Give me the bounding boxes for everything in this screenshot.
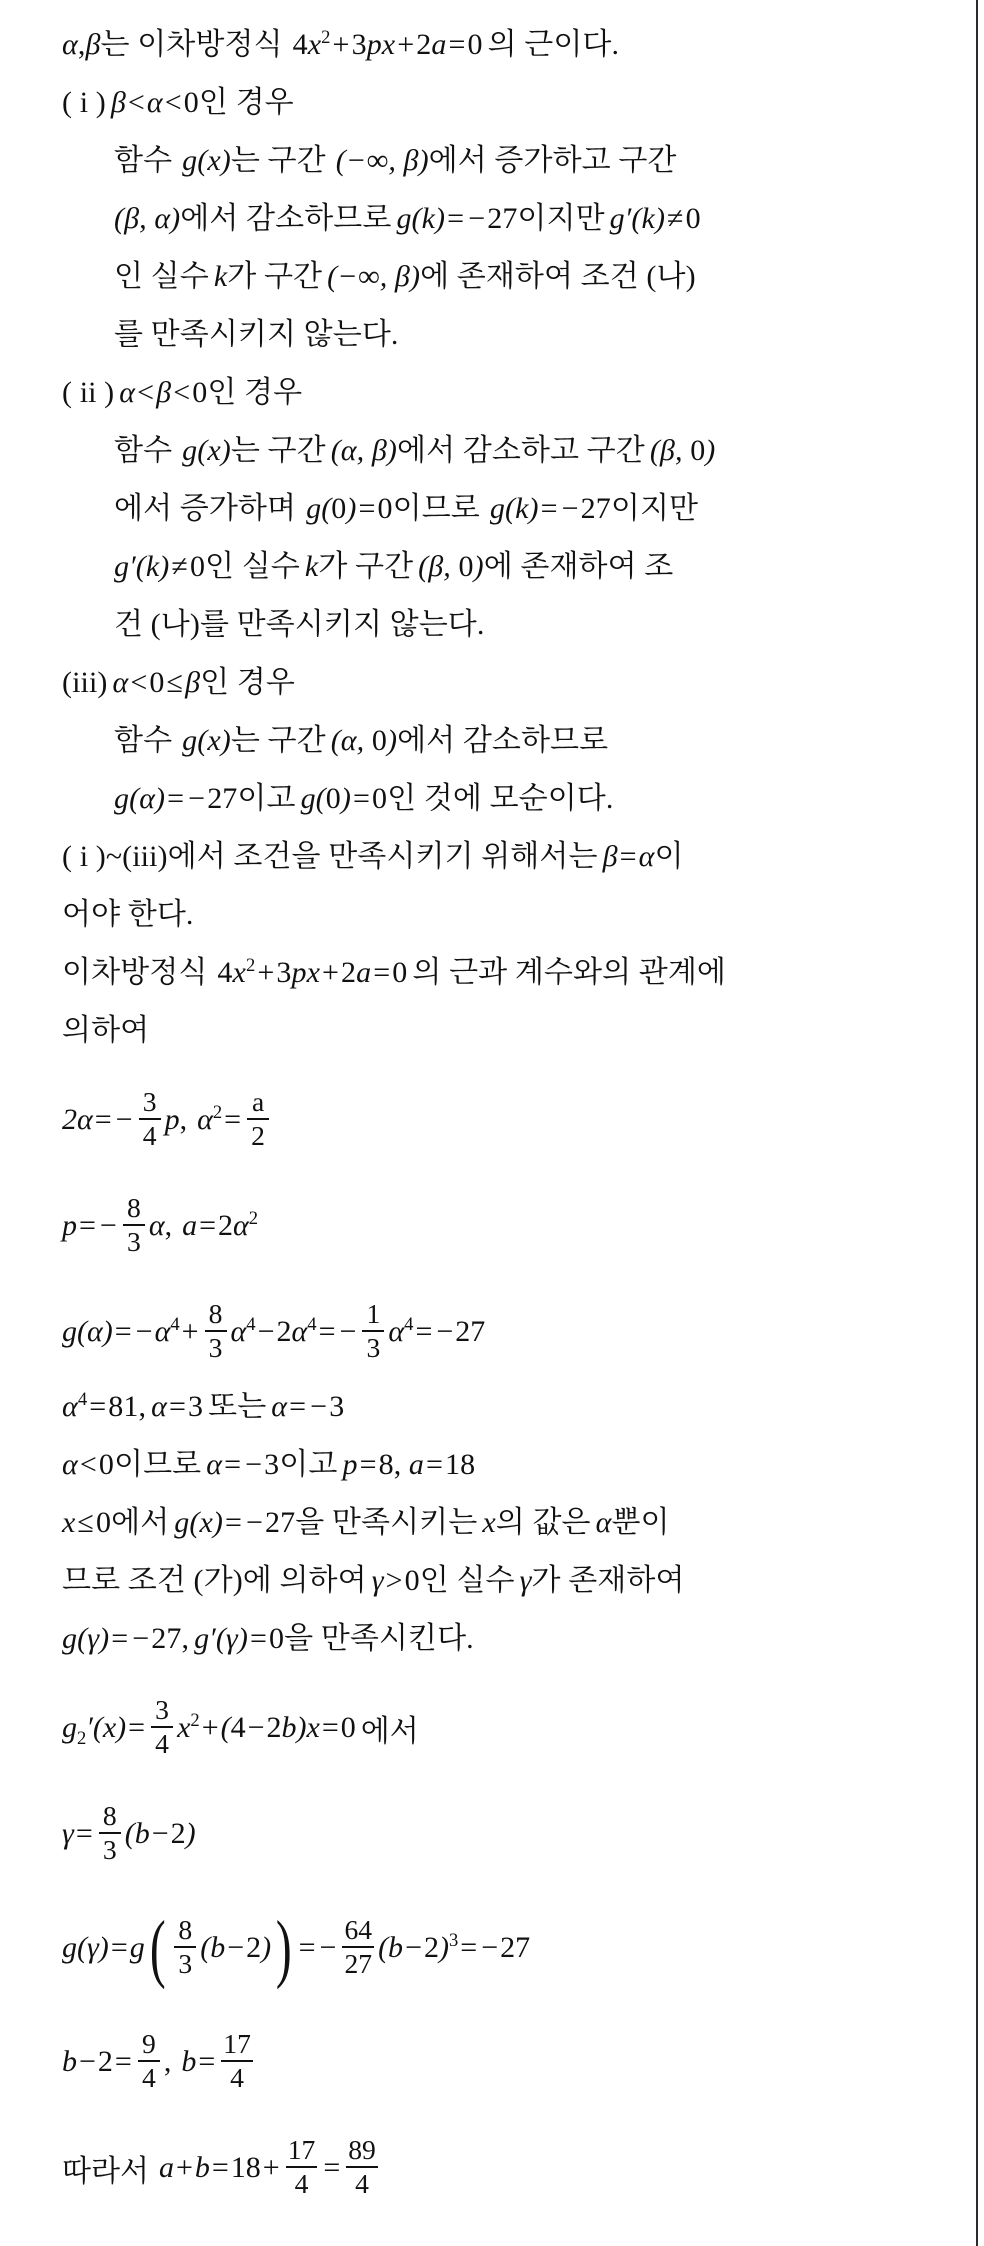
eq7-p5: 가 존재하여 <box>531 1564 685 1597</box>
eq11-fraction-64-27 <box>342 1915 374 1979</box>
case-iii-b2d: 인 것에 모순이다. <box>387 782 614 815</box>
eq10-eq: = <box>75 1817 93 1850</box>
eq13-frac2-numerator: 89 <box>348 2133 376 2165</box>
eq6-p2: 에서 <box>111 1506 170 1539</box>
case-ii-header <box>62 378 956 418</box>
conclusion-line-2 <box>62 900 956 940</box>
equation-6 <box>62 1508 956 1548</box>
eq3-frac2-denominator: 3 <box>366 1331 381 1363</box>
case-ii-b3d: 가 구간 <box>318 550 414 583</box>
eq1-lhs: 2α <box>62 1103 93 1136</box>
eq2-lhs2: a <box>182 1209 198 1242</box>
eq11-lhs: g(γ) <box>62 1931 109 1964</box>
eq10-lhs: γ <box>62 1817 74 1850</box>
eq9-eq2: = <box>321 1711 339 1744</box>
conclusion-c3c: 의 근과 계수와의 관계에 <box>412 956 726 989</box>
eq1-lhs2: $\alpha^2$ <box>197 1102 223 1136</box>
case-i-interval-2: (β, α) <box>114 202 181 235</box>
case-iii-condition: α<0≤β <box>112 666 201 699</box>
case-i-interval-3: (−∞, β) <box>327 260 421 293</box>
case-ii-b1a: 함수 <box>114 434 173 467</box>
case-ii-g0: g(0)=0 <box>306 492 393 525</box>
eq12-eq: = <box>114 2045 132 2078</box>
eq11-inner-frac-denominator: 3 <box>178 1947 193 1979</box>
eq12-frac-denominator: 4 <box>141 2061 156 2093</box>
eq2-lhs: p <box>62 1209 77 1242</box>
equation-13-final <box>62 2122 956 2214</box>
case-iii-b1c: 는 구간 <box>230 724 326 757</box>
eq5-alpha-lt-0: α<0 <box>62 1448 114 1481</box>
eq1-frac-denominator: 4 <box>142 1119 157 1151</box>
equation-5 <box>62 1450 956 1490</box>
eq9-plus: + <box>201 1711 219 1744</box>
intro-comma: , <box>77 28 86 61</box>
eq6-var-x: x <box>482 1506 496 1539</box>
case-ii-interval-2: (β, 0) <box>649 434 716 467</box>
case-i-body-line-2 <box>62 204 956 244</box>
eq12-eq2: = <box>198 2045 216 2078</box>
eq3-minus2: − <box>339 1315 357 1348</box>
case-ii-interval-1: (α, β) <box>330 434 397 467</box>
eq6-p4: 을 만족시키는 <box>295 1506 478 1539</box>
eq7-gamma-gt-0: γ>0 <box>371 1564 420 1597</box>
case-ii-suffix: 인 경우 <box>207 376 303 409</box>
eq13-frac-denominator: 4 <box>294 2167 309 2199</box>
eq8-g-gamma: g(γ)= −27, <box>62 1622 190 1655</box>
eq12-frac2-denominator: 4 <box>230 2061 244 2093</box>
equation-9 <box>62 1682 956 1774</box>
equation-2 <box>62 1180 956 1272</box>
case-i-interval-1: (−∞, β) <box>335 144 429 177</box>
eq3-term-2: $\alpha^4$ <box>230 1314 256 1348</box>
case-iii-interval-1: (α, 0) <box>330 724 398 757</box>
case-ii-b1c: 는 구간 <box>230 434 326 467</box>
case-i-b2b: 에서 감소하므로 <box>180 202 392 235</box>
eq12-fraction-9-4 <box>138 2029 160 2093</box>
eq1-fraction-3-4 <box>139 1087 161 1151</box>
eq5-p4: 이고 <box>279 1448 338 1481</box>
eq13-eq: = <box>211 2151 229 2184</box>
equation-11 <box>62 1894 956 2002</box>
eq1-eq: = <box>94 1103 112 1136</box>
eq9-lhs: $g_2'(x)$ <box>62 1711 127 1749</box>
case-i-b1a: 함수 <box>114 144 173 177</box>
eq11-frac2-numerator: 64 <box>344 1913 373 1945</box>
big-right-paren: ) <box>275 1904 292 1990</box>
eq4-alpha-3: α=3 <box>151 1390 204 1423</box>
eq12-lhs2: b <box>181 2045 197 2078</box>
case-iii-b1a: 함수 <box>114 724 173 757</box>
eq5-p2: 이므로 <box>114 1448 202 1481</box>
case-i-b1c: 는 구간 <box>230 144 326 177</box>
conclusion-c3a: 이차방정식 <box>62 956 208 989</box>
eq7-gamma: γ <box>519 1564 532 1597</box>
case-ii-b2e: 이지만 <box>610 492 699 525</box>
case-iii-b2b: 이고 <box>237 782 296 815</box>
case-i-b3c: 가 구간 <box>227 260 323 293</box>
eq9-term-1: $x^2$ <box>177 1710 200 1744</box>
case-iii-b1e: 에서 감소하므로 <box>397 724 609 757</box>
case-iii-gx: g(x) <box>182 724 231 757</box>
eq4-alpha4: $\alpha^4=81$ <box>62 1389 139 1423</box>
eq6-alpha: α <box>595 1506 612 1539</box>
case-ii-b3f: 에 존재하여 조 <box>483 550 674 583</box>
eq10-fraction-8-3 <box>99 1801 121 1865</box>
case-i-b2d: 이지만 <box>517 202 605 235</box>
eq3-term-1: $-\alpha^4$ <box>135 1314 180 1348</box>
eq9-term-2: (4−2b)x <box>220 1711 320 1744</box>
case-ii-gprime-k: g′(k)≠0 <box>114 550 206 583</box>
eq1-frac2-denominator: 2 <box>251 1119 265 1151</box>
eq11-minus: − <box>319 1931 337 1964</box>
case-iii-label: (iii) <box>62 666 108 699</box>
eq1-comma: , <box>179 1103 188 1136</box>
equation-4: $\alpha^4=81$ , α=3 또는 α= −3 <box>62 1389 345 1423</box>
eq13-lhs: a+b <box>158 2151 210 2184</box>
equation-7 <box>62 1566 956 1606</box>
equation-10 <box>62 1788 956 1880</box>
eq2-eq2: = <box>199 1209 217 1242</box>
eq2-frac-numerator: 8 <box>126 1191 141 1223</box>
eq3-lhs: g(α) <box>62 1315 113 1348</box>
eq8-p3: 을 만족시킨다. <box>284 1622 474 1655</box>
equation-1 <box>62 1074 956 1166</box>
eq12-frac-numerator: 9 <box>141 2027 156 2059</box>
eq11-rhs: −27 <box>481 1931 531 1964</box>
eq9-rhs: 0 <box>340 1711 356 1744</box>
eq8-gprime-gamma: g′(γ)=0 <box>194 1622 285 1655</box>
equation-3 <box>62 1286 956 1378</box>
eq11-inner-frac-numerator: 8 <box>178 1913 193 1945</box>
eq13-frac2-denominator: 4 <box>355 2167 369 2199</box>
eq3-term-4: $\alpha^4$ <box>388 1314 414 1348</box>
symbol-alpha: α <box>62 28 78 61</box>
case-ii-gx: g(x) <box>182 434 231 467</box>
conclusion-c1a: ( i )~(iii)에서 조건을 만족시키기 위해서는 <box>62 840 598 873</box>
eq6-p6: 의 값은 <box>495 1506 591 1539</box>
eq3-eq: = <box>114 1315 132 1348</box>
conclusion-line-1 <box>62 842 956 882</box>
eq7-p3: 인 실수 <box>419 1564 515 1597</box>
eq1-eq2: = <box>224 1103 242 1136</box>
eq3-eq2: = <box>318 1315 336 1348</box>
eq2-frac-denominator: 3 <box>126 1225 141 1257</box>
case-ii-body-line-3 <box>62 552 956 592</box>
eq3-frac2-numerator: 1 <box>366 1297 381 1329</box>
eq12-frac2-numerator: 17 <box>223 2027 251 2059</box>
case-ii-interval-3: (β, 0) <box>418 550 484 583</box>
eq11-big-paren-group <box>145 1904 297 1990</box>
conclusion-line-4 <box>62 1016 956 1056</box>
eq3-plus: + <box>181 1315 199 1348</box>
eq1-fraction-a-2 <box>247 1087 269 1151</box>
eq1-frac2-numerator: a <box>251 1085 265 1117</box>
case-ii-b2c: 이므로 <box>392 492 480 525</box>
eq9-tail: 에서 <box>360 1715 419 1748</box>
eq6-x-le-0: x≤0 <box>62 1506 112 1539</box>
case-i-body-line-3 <box>62 262 956 302</box>
case-iii-body-line-2 <box>62 784 956 824</box>
eq3-eq3: = <box>415 1315 433 1348</box>
intro-text-a: 는 이차방정식 <box>100 28 283 61</box>
eq11-eq: = <box>110 1931 128 1964</box>
case-iii-g-alpha: g(α)= −27 <box>114 782 238 815</box>
case-iii-header <box>62 668 956 708</box>
eq11-term-1: $(b-2)^3$ <box>378 1930 459 1964</box>
eq2-var-alpha: α <box>148 1209 165 1242</box>
eq3-fraction-1-3 <box>362 1299 384 1363</box>
eq3-frac-denominator: 3 <box>208 1331 223 1363</box>
eq11-frac2-denominator: 27 <box>344 1947 373 1979</box>
eq3-rhs: −27 <box>436 1315 486 1348</box>
eq11-eq3: = <box>460 1931 478 1964</box>
eq13-fraction-89-4 <box>346 2135 378 2199</box>
eq11-eq2: = <box>298 1931 316 1964</box>
case-ii-body-line-4 <box>62 610 956 650</box>
eq6-gx-eq: g(x)= −27 <box>174 1506 296 1539</box>
case-i-gx: g(x) <box>182 144 231 177</box>
conclusion-c1c: 이 <box>654 840 684 873</box>
case-iii-g0: g(0)=0 <box>300 782 388 815</box>
equation-12 <box>62 2016 956 2108</box>
case-ii-body-line-1 <box>62 436 956 476</box>
page-right-margin-rule <box>976 0 978 2246</box>
conclusion-c4: 의하여 <box>62 1014 150 1047</box>
intro-equation: $4x^2+3px+2a=0$ <box>292 27 483 61</box>
eq9-eq: = <box>128 1711 146 1744</box>
eq13-plus: + <box>262 2151 280 2184</box>
case-i-body-line-4 <box>62 320 956 360</box>
intro-text-b: 의 근이다. <box>487 28 620 61</box>
case-iii-body-line-1 <box>62 726 956 766</box>
case-i-condition: β<α<0 <box>110 86 199 119</box>
big-left-paren: ( <box>149 1904 166 1990</box>
eq2-eq: = <box>79 1209 96 1242</box>
eq3-minus: − <box>257 1315 275 1348</box>
eq5-p-a-values: p=8, a=18 <box>342 1448 476 1481</box>
case-i-b3a: 인 실수 <box>114 260 209 293</box>
eq13-term-1: 18 <box>230 2151 261 2184</box>
eq2-comma: , <box>164 1209 173 1242</box>
equation-8 <box>62 1624 956 1664</box>
eq13-fraction-17-4 <box>286 2135 318 2199</box>
eq2-fraction-8-3 <box>123 1193 145 1257</box>
eq4-alpha-neg3: α= −3 <box>271 1390 345 1423</box>
eq13-frac-numerator: 17 <box>287 2133 316 2165</box>
case-i-body-line-1 <box>62 146 956 186</box>
case-ii-b1e: 에서 감소하고 구간 <box>397 434 645 467</box>
eq12-lhs: b−2 <box>62 2045 113 2078</box>
case-i-header <box>62 88 956 128</box>
eq9-fraction-3-4 <box>151 1695 173 1759</box>
eq11-inner-fraction-8-3 <box>174 1915 196 1979</box>
eq5-alpha-value: α= −3 <box>206 1448 280 1481</box>
eq12-comma: , <box>163 2045 172 2078</box>
intro-line <box>62 27 956 70</box>
eq11-g: g <box>129 1931 145 1964</box>
eq3-fraction-8-3 <box>205 1299 227 1363</box>
case-i-gk-eq: g(k)= −27 <box>396 202 518 235</box>
eq10-frac-denominator: 3 <box>102 1833 117 1865</box>
case-ii-condition: α<β<0 <box>119 376 208 409</box>
conclusion-quadratic: $4x^2+3px+2a=0$ <box>217 955 408 989</box>
final-therefore: 따라서 <box>62 2155 149 2188</box>
case-ii-b2a: 에서 증가하며 <box>114 492 297 525</box>
case-ii-body-line-2 <box>62 494 956 534</box>
eq10-rhs: (b−2) <box>124 1817 196 1850</box>
eq11-inner-tail: (b−2) <box>200 1931 272 1964</box>
conclusion-line-3 <box>62 955 956 998</box>
eq10-frac-numerator: 8 <box>102 1799 117 1831</box>
eq7-p1: 므로 조건 (가)에 의하여 <box>62 1564 367 1597</box>
eq6-p8: 뿐이 <box>611 1506 670 1539</box>
case-i-label: ( i ) <box>62 86 106 119</box>
eq4-or: 또는 <box>208 1390 267 1423</box>
eq1-minus: − <box>115 1103 133 1136</box>
eq1-var-p: p <box>164 1103 180 1136</box>
case-ii-gk: g(k)= −27 <box>489 492 611 525</box>
symbol-beta: β <box>85 28 101 61</box>
case-iii-suffix: 인 경우 <box>200 666 295 699</box>
case-i-gprime-k: g′(k)≠0 <box>609 202 701 235</box>
case-ii-b3b: 인 실수 <box>205 550 300 583</box>
conclusion-c2: 어야 한다. <box>62 898 194 931</box>
eq2-rhs2: $2\alpha^2$ <box>218 1208 259 1242</box>
eq9-frac-denominator: 4 <box>155 1727 169 1759</box>
case-ii-label: ( ii ) <box>62 376 115 409</box>
case-i-b1e: 에서 증가하고 구간 <box>428 144 677 177</box>
eq12-fraction-17-4 <box>221 2029 253 2093</box>
case-ii-b4: 건 (나)를 만족시키지 않는다. <box>114 608 485 641</box>
case-i-b3e: 에 존재하여 조건 (나) <box>420 260 696 293</box>
case-ii-var-k: k <box>304 550 319 583</box>
eq3-frac-numerator: 8 <box>208 1297 223 1329</box>
eq1-frac-numerator: 3 <box>142 1085 157 1117</box>
eq2-minus: − <box>99 1209 117 1242</box>
eq3-term-3: $2\alpha^4$ <box>276 1314 317 1348</box>
case-i-var-k: k <box>213 260 228 293</box>
eq9-frac-numerator: 3 <box>155 1693 169 1725</box>
case-i-suffix: 인 경우 <box>198 86 294 119</box>
eq13-eq2: = <box>323 2151 341 2184</box>
case-i-b4: 를 만족시키지 않는다. <box>114 318 399 351</box>
conclusion-beta-eq-alpha: β=α <box>602 840 655 873</box>
